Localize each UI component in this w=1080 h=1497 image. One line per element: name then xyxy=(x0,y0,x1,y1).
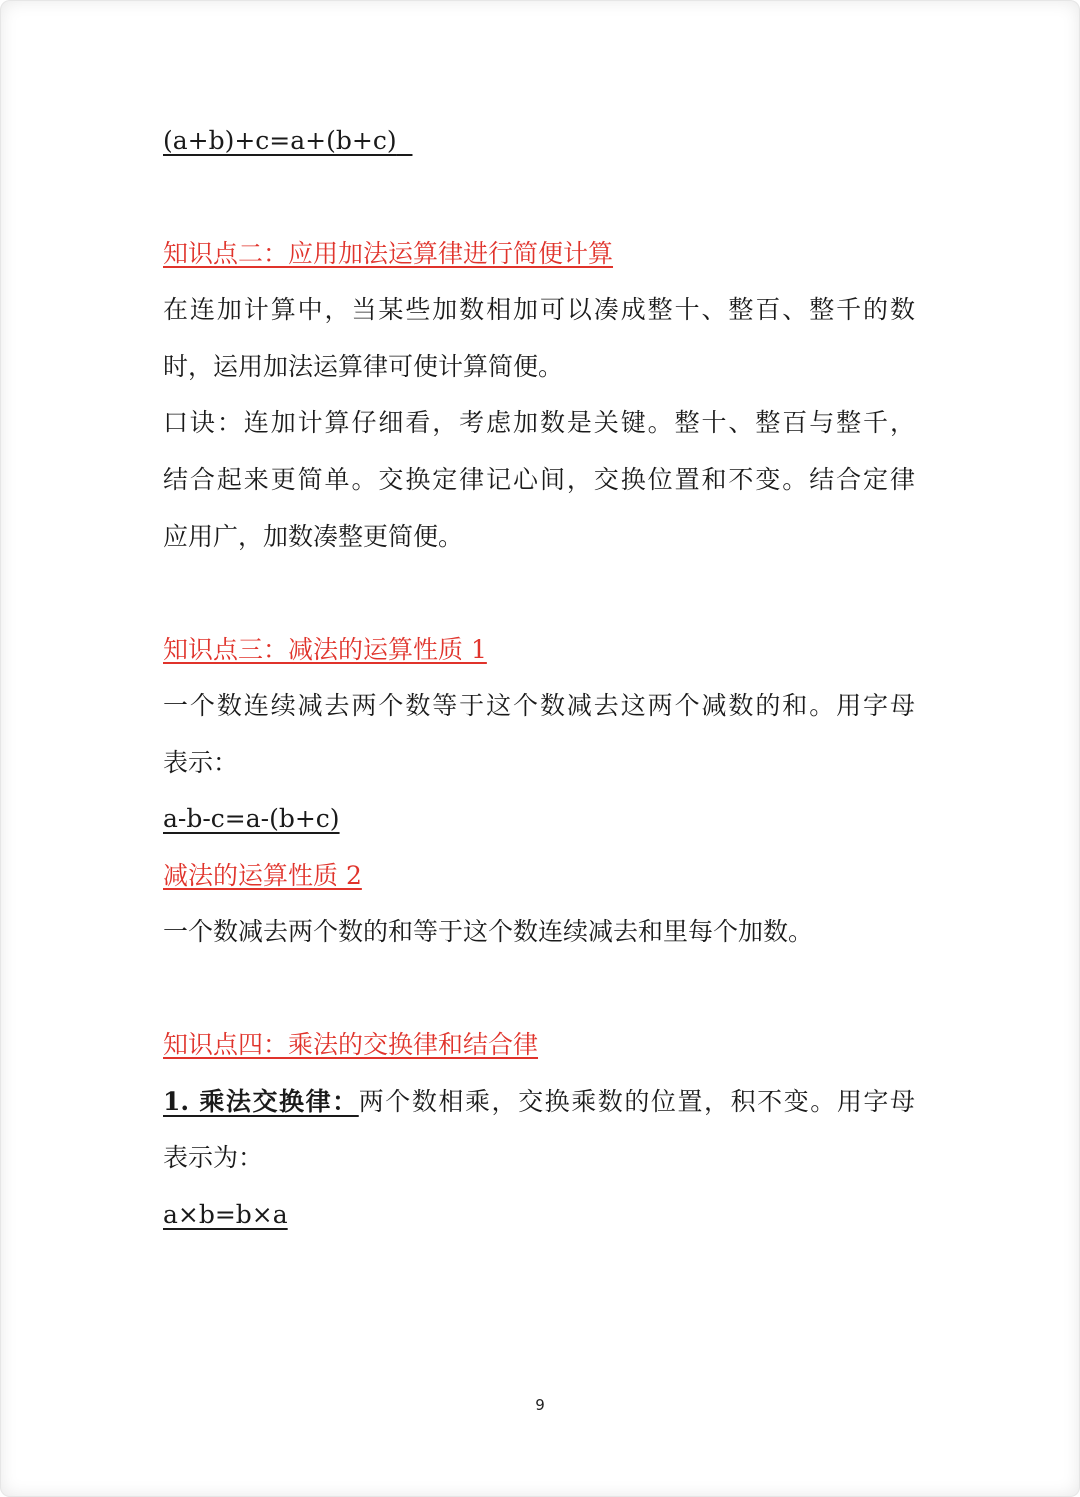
formula-addition-associative: (a+b)+c=a+(b+c) xyxy=(163,126,397,155)
section-3-heading: 知识点三：减法的运算性质 1 xyxy=(163,635,487,664)
term-multiplication-commutative: 1. 乘法交换律： xyxy=(163,1087,359,1116)
section-2-paragraph-line-1: 在连加计算中，当某些加数相加可以凑成整十、整百、整千的数 xyxy=(163,295,915,324)
section-3-subheading: 减法的运算性质 2 xyxy=(163,861,362,890)
formula-subtraction-property: a-b-c=a-(b+c) xyxy=(163,804,340,833)
mnemonic-line-3: 应用广，加数凑整更简便。 xyxy=(163,522,464,551)
section-2-paragraph-line-2: 时，运用加法运算律可使计算简便。 xyxy=(163,352,564,381)
section-3-paragraph-2: 一个数减去两个数的和等于这个数连续减去和里每个加数。 xyxy=(163,917,814,946)
section-4-definition-line-2: 表示为： xyxy=(163,1143,264,1172)
page-number: 9 xyxy=(535,1396,545,1414)
definition-text: 两个数相乘，交换乘数的位置，积不变。用字母 xyxy=(358,1087,915,1116)
mnemonic-line-1: 口诀：连加计算仔细看，考虑加数是关键。整十、整百与整千， xyxy=(163,408,915,437)
section-3-paragraph-line-1: 一个数连续减去两个数等于这个数减去这两个减数的和。用字母 xyxy=(163,691,915,720)
mnemonic-line-2: 结合起来更简单。交换定律记心间，交换位置和不变。结合定律 xyxy=(163,465,915,494)
formula-multiplication-commutative: a×b=b×a xyxy=(163,1200,288,1229)
section-2-heading: 知识点二：应用加法运算律进行简便计算 xyxy=(163,239,614,268)
section-4-definition-line-1 xyxy=(163,1089,915,1114)
section-4-heading: 知识点四：乘法的交换律和结合律 xyxy=(163,1030,539,1059)
section-3-paragraph-line-2: 表示： xyxy=(163,748,239,777)
